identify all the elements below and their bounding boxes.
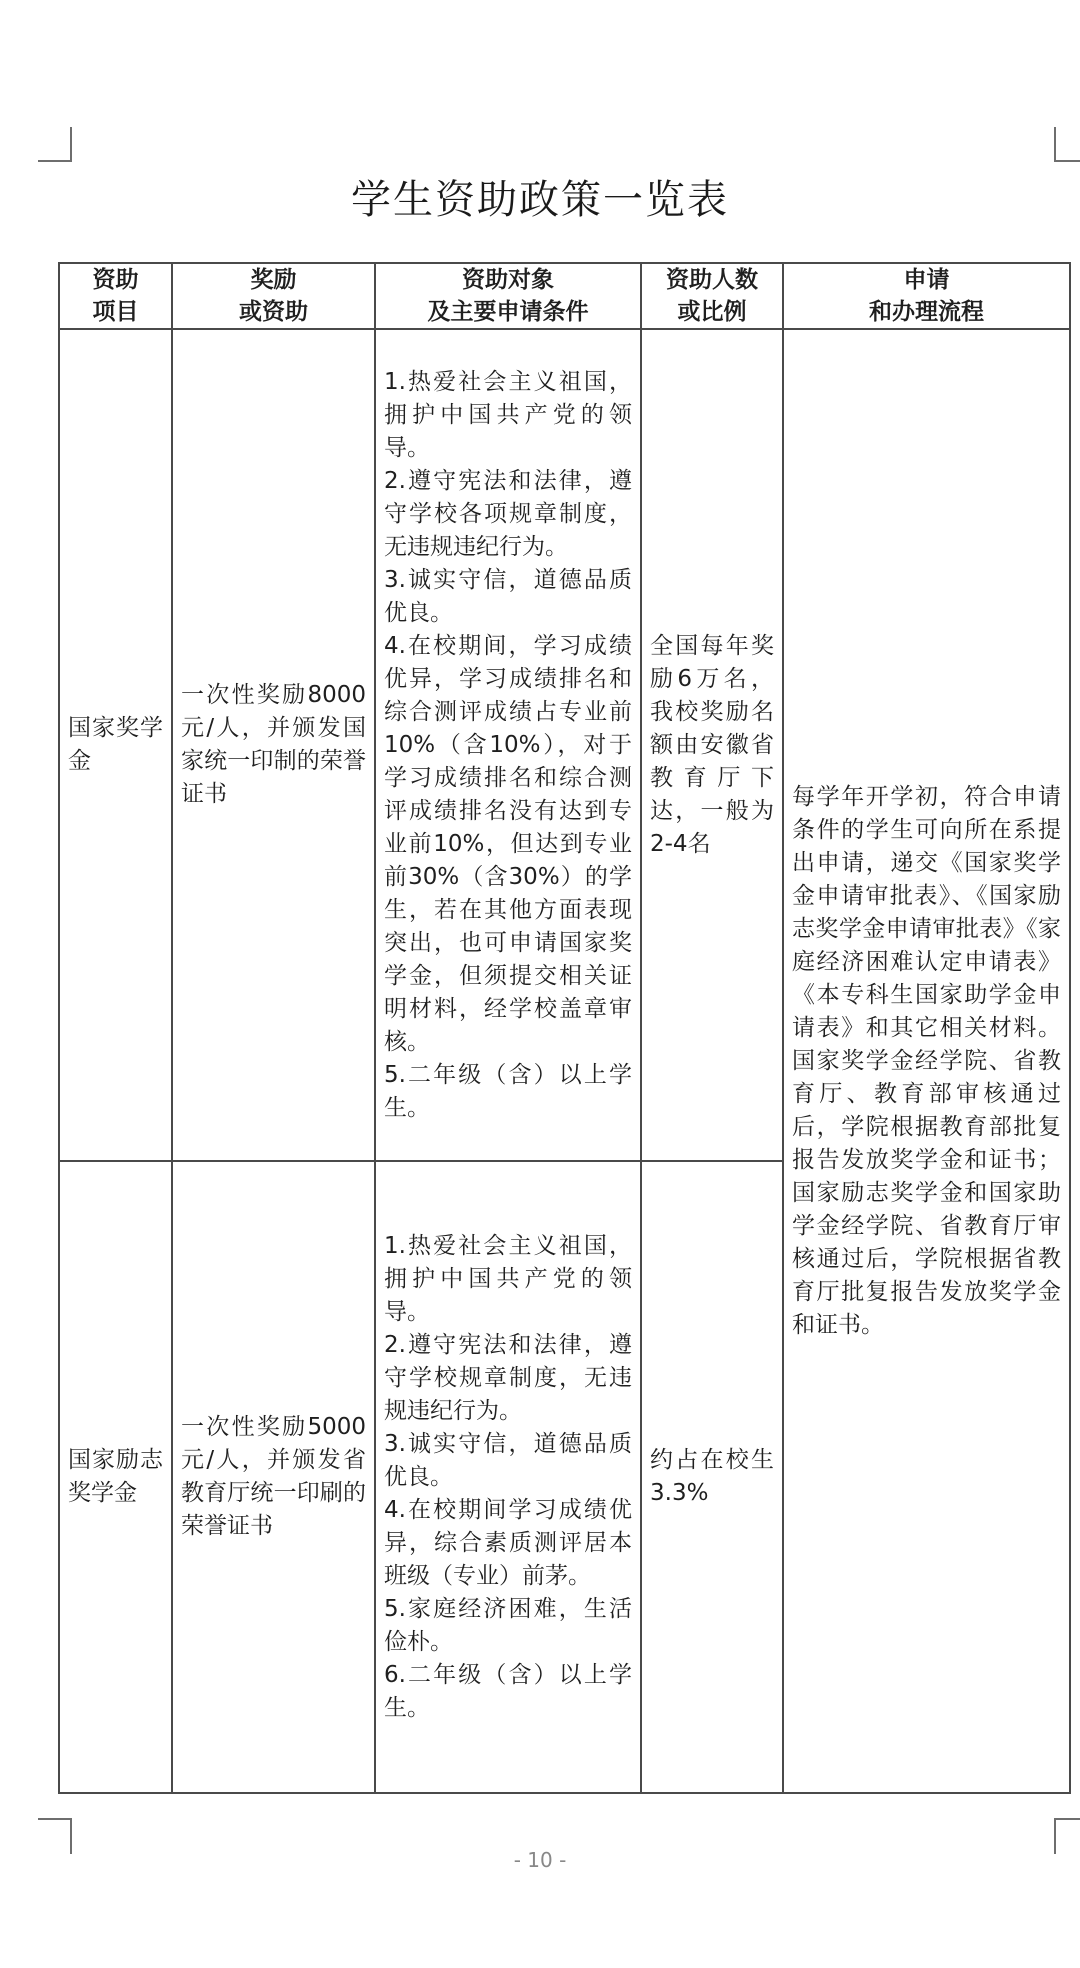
cell-item: 国家励志奖学金 [59,1161,172,1793]
header-quota [641,263,783,329]
header-reward-line1: 奖励 [250,267,297,293]
header-item-line1: 资助 [92,267,139,293]
condition-item: 1.热爱社会主义祖国，拥护中国共产党的领导。 [384,1232,632,1325]
condition-item: 3.诚实守信，道德品质优良。 [384,566,632,626]
cell-quota: 全国每年奖励6万名，我校奖励名额由安徽省教育厅下达，一般为2-4名 [641,329,783,1161]
crop-mark-bottom-left-h [38,1818,72,1820]
page-number: - 10 - [513,1848,567,1872]
condition-item: 2.遵守宪法和法律，遵守学校各项规章制度，无违规违纪行为。 [384,467,632,560]
cell-reward: 一次性奖励5000元/人，并颁发省教育厅统一印刷的荣誉证书 [172,1161,375,1793]
header-process-line2: 和办理流程 [869,299,984,325]
condition-item: 4.在校期间学习成绩优异，综合素质测评居本班级（专业）前茅。 [384,1496,632,1589]
condition-item: 5.家庭经济困难，生活俭朴。 [384,1595,632,1655]
header-reward-line2: 或资助 [239,299,308,325]
crop-mark-top-right-v [1054,127,1056,162]
condition-item: 3.诚实守信，道德品质优良。 [384,1430,632,1490]
header-quota-line1: 资助人数 [666,267,758,293]
table-header-row [59,263,1070,329]
crop-mark-top-left-h [38,160,72,162]
cell-conditions [375,1161,641,1793]
header-item-line2: 项目 [92,299,139,325]
cell-process: 每学年开学初，符合申请条件的学生可向所在系提出申请，递交《国家奖学金申请审批表》、《国家励志奖学金申请审批表》《家庭经济困难认定申请表》《本专科生国家助学金申请表》和其它相关材料。国家奖学金经学院、省教育厅、教育部审核通过后，学院根据教育部批复报告发放奖学金和证书；国家励志奖学金和国家助学金经学院、省教育厅审核通过后，学院根据省教育厅批复报告发放奖学金和证书。 [783,329,1070,1793]
header-reward [172,263,375,329]
cell-item: 国家奖学金 [59,329,172,1161]
condition-item: 4.在校期间，学习成绩优异，学习成绩排名和综合测评成绩占专业前10%（含10%），对于学习成绩排名和综合测评成绩排名没有达到专业前10%，但达到专业前30%（含30%）的学生，若在其他方面表现突出，也可申请国家奖学金，但须提交相关证明材料，经学校盖章审核。 [384,632,632,1055]
header-item [59,263,172,329]
header-conditions-line2: 及主要申请条件 [427,299,589,325]
header-quota-line2: 或比例 [677,299,747,325]
table-row [59,329,1070,1161]
crop-mark-top-left-v [70,127,72,162]
condition-item: 6.二年级（含）以上学生。 [384,1661,632,1721]
policy-table [58,262,1071,1794]
crop-mark-top-right-h [1054,160,1080,162]
crop-mark-bottom-right-h [1054,1818,1080,1820]
cell-reward: 一次性奖励8000元/人，并颁发国家统一印制的荣誉证书 [172,329,375,1161]
header-process [783,263,1070,329]
cell-conditions [375,329,641,1161]
condition-item: 2.遵守宪法和法律，遵守学校规章制度，无违规违纪行为。 [384,1331,632,1424]
page-title: 学生资助政策一览表 [351,177,729,223]
condition-item: 1.热爱社会主义祖国，拥护中国共产党的领导。 [384,368,632,461]
header-process-line1: 申请 [903,267,950,293]
condition-item: 5.二年级（含）以上学生。 [384,1061,632,1121]
header-conditions [375,263,641,329]
header-conditions-line1: 资助对象 [462,267,554,293]
cell-quota: 约占在校生3.3% [641,1161,783,1793]
